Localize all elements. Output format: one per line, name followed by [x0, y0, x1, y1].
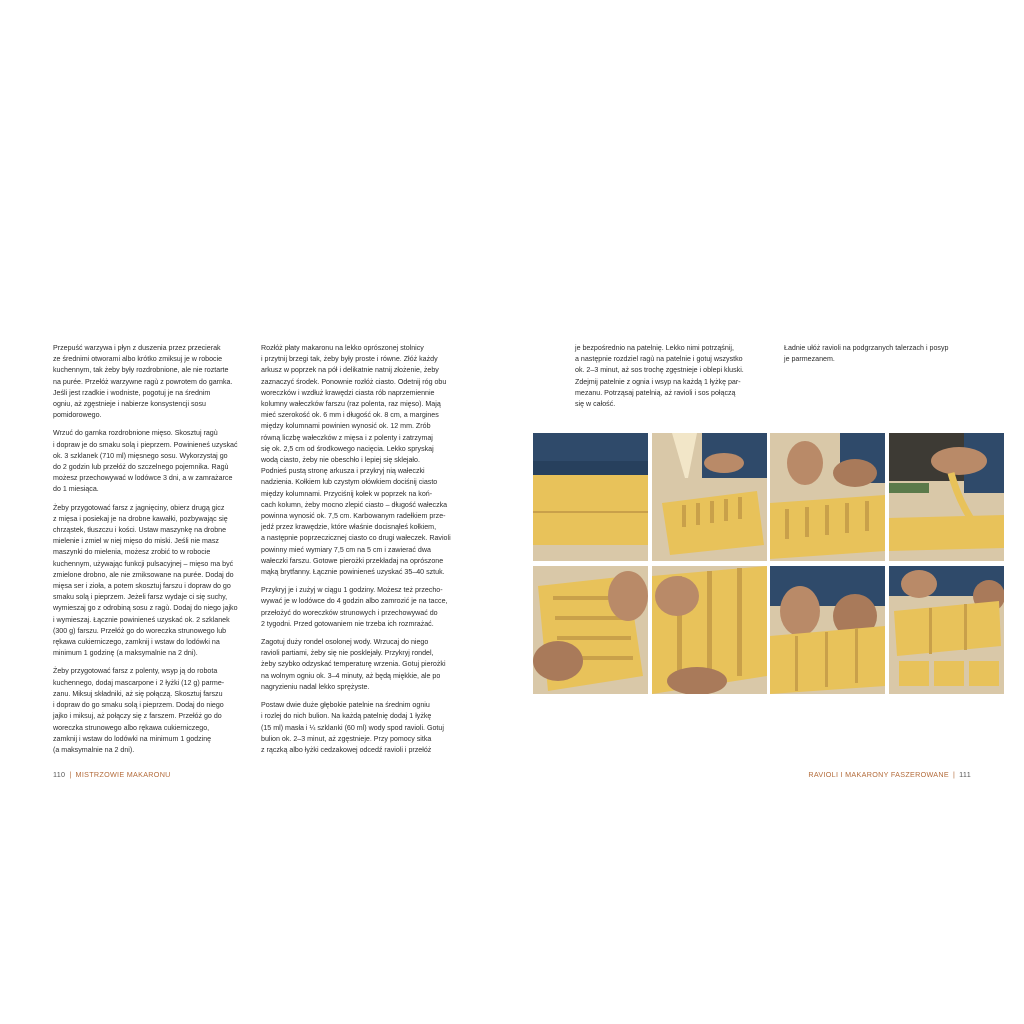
page-number: 110: [53, 770, 66, 779]
photo-cutting-wheel: [770, 566, 885, 694]
paragraph: Postaw dwie duże głębokie patelnie na średnim ogniu i rozlej do nich bulion. Na każdą patelnię dodaj 1 łyżkę (15 ml) masła i ¼ szklanki (60 ml) wody spod ravioli. Gotuj bulion ok. 2–3 minut, aż zgęstnieje. Przy pomocy sitka z rączką albo łyżki cedzakowej odcedź ravioli i przełóż: [261, 701, 444, 754]
paragraph: Przykryj je i zużyj w ciągu 1 godziny. Możesz też przecho- wywać je w lodówce do 4 godzin albo zamrozić je na tacce, przełożyć do woreczków strunowych i przechowywać do 2 tygodni. Przed gotowaniem nie trzeba ich rozmrażać.: [261, 586, 448, 628]
text-column-3: [575, 343, 775, 417]
photo-pressing-dough: [770, 433, 885, 561]
footer-separator: |: [953, 770, 956, 779]
paragraph: Wrzuć do garnka rozdrobnione mięso. Skosztuj ragù i dopraw je do smaku solą i pieprzem. Powinieneś uzyskać ok. 3 szklanek (710 ml) mięsnego sosu. Wykorzystaj go do 2 godzin lub przełóż do szczelnego pojemnika. Ragù możesz przechowywać w lodówce 3 dni, a w zamrażarce do 1 miesiąca.: [53, 429, 238, 494]
photo-sealing-rows: [652, 566, 767, 694]
paragraph: Zagotuj duży rondel osolonej wody. Wrzucaj do niego ravioli partiami, żeby się nie posklejały. Przykryj rondel, żeby szybko odzyskać temperaturę wrzenia. Gotuj pierożki na wolnym ogniu ok. 3–4 minuty, aż będą miękkie, ale po nagryzieniu nadal lekko sprężyste.: [261, 638, 446, 691]
paragraph: je bezpośrednio na patelnię. Lekko nimi potrząśnij, a następnie rozdziel ragù na patelnie i gotuj wszystko ok. 2–3 minut, aż sos trochę zgęstnieje i oblepi kluski. Zdejmij patelnie z ognia i wsyp na każdą 1 łyżkę par- mezanu. Potrząsaj patelnią, aż ravioli i sos połączą się w całość.: [575, 344, 744, 409]
paragraph: Przepuść warzywa i płyn z duszenia przez przecierak ze średnimi otworami albo krótko zmiksuj je w robocie kuchennym, tak żeby były rozdrobnione, ale nie roztarte na purée. Przełóż warzywne ragù z powrotem do garnka. Jeśli jest rzadkie i wodniste, pogotuj je na średnim ogniu, aż zgęstnieje i nabierze konsystencji sosu pomidorowego.: [53, 344, 233, 420]
paragraph: Ładnie ułóż ravioli na podgrzanych talerzach i posyp je parmezanem.: [784, 344, 949, 364]
photo-pasta-sheet: [533, 433, 648, 561]
photo-finished-ravioli: [889, 566, 1004, 694]
photo-piping-filling: [652, 433, 767, 561]
paragraph: Żeby przygotować farsz z polenty, wsyp ją do robota kuchennego, dodaj mascarpone i 2 łyżki (12 g) parme- zanu. Miksuj składniki, aż się połączą. Skosztuj farszu i dopraw do go smaku solą i pieprzem. Dodaj do niego jajko i miksuj, aż połączy się z farszem. Przełóż go do woreczka strunowego albo rękawa cukierniczego, zamknij i wstaw do lodówki na minimum 1 godzinę (a maksymalnie na 2 dni).: [53, 667, 225, 754]
footer-right: [808, 770, 971, 779]
photo-folding-sheet: [533, 566, 648, 694]
paragraph: Rozłóż płaty makaronu na lekko oprószonej stolnicy i przytnij brzegi tak, żeby były proste i równe. Złóż każdy arkusz w poprzek na pół i delikatnie natnij złożenie, żeby zaznaczyć środek. Ponownie rozłóż ciasto. Odetnij róg obu woreczków i wzdłuż krawędzi ciasta rób naprzemiennie kolumny wałeczków farszu (raz polenta, raz mięso). Mają mieć szerokość ok. 6 mm i długość ok. 8 cm, a margines między kolumnami powinien wynosić ok. 12 mm. Zrób równą liczbę wałeczków z mięsa i z polenty i zatrzymaj się ok. 2,5 cm od środkowego nacięcia. Lekko spryskaj wodą ciasto, żeby nie obeschło i lepiej się sklejało. Podnieś pustą stronę arkusza i przykryj nią wałeczki nadzienia. Kołkiem lub czystym ołówkiem dociśnij ciasto między kolumnami. Przyciśnij kołek w poprzek na koń- cach kolumn, żeby mocno zlepić ciasto – długość wałeczka powinna wynosić ok. 7,5 cm. Karbowanym radełkiem prze- jedź przez krawędzie, które właśnie docisnąłeś kołkiem, a następnie poprzeczicznej ciasto co drugi wałeczek. Ravioli powinny mieć wymiary 7,5 cm na 5 cm i zawierać dwa wałeczki farszu. Gotowe pierożki przekładaj na oprószone mąką brytfanny. Łącznie powinieneś uzyskać 35–40 sztuk.: [261, 344, 451, 577]
paragraph: Żeby przygotować farsz z jagnięciny, obierz drugą gicz z mięsa i posiekaj je na drobne kawałki, pozbywając się chrząstek, tłuszczu i kości. Ustaw maszynkę na drobne mielenie i zmiel w niej mięso do miski. Jeśli nie masz maszynki do mielenia, możesz zrobić to w robocie kuchennym, używając funkcji pulsacyjnej – mięso ma być zmielone drobno, ale nie zmiksowane na purée. Dodaj do mięsa ser i zioła, a potem skosztuj farszu i dopraw do go smaku solą i pieprzem. Jeżeli farsz wydaje ci się suchy, wymieszaj go z odrobiną sosu z ragù. Dodaj do niego jajko i wymieszaj. Łącznie powinieneś uzyskać ok. 2 szklanek (300 g) farszu. Przełóż go do woreczka strunowego lub rękawa cukierniczego, zamknij i wstaw do lodówki na minimum 1 godzinę (a maksymalnie na 2 dni).: [53, 503, 238, 658]
running-title: RAVIOLI I MAKARONY FASZEROWANE: [808, 770, 949, 779]
footer-left: [53, 770, 171, 779]
text-column-2: [261, 343, 461, 763]
photo-lifting-sheet: [889, 433, 1004, 561]
text-column-1: [53, 343, 253, 763]
text-column-4: [784, 343, 984, 372]
footer-separator: |: [69, 770, 72, 779]
page-number: 111: [959, 770, 971, 779]
running-title: MISTRZOWIE MAKARONU: [75, 770, 171, 779]
